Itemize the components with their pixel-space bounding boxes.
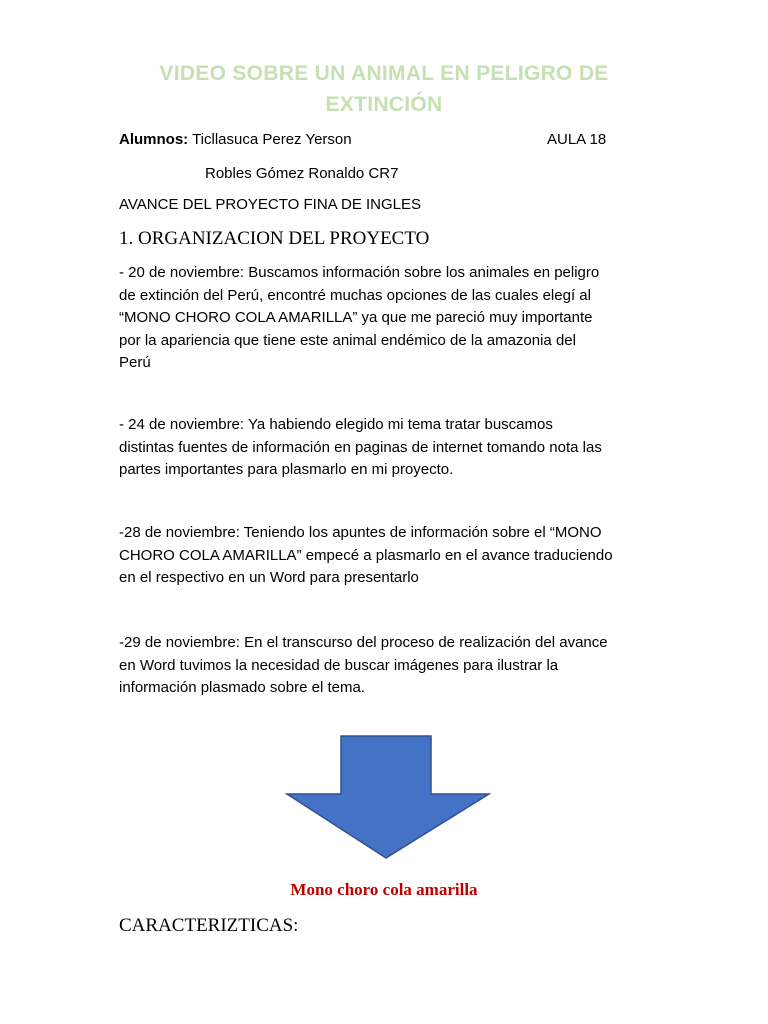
entry-29-noviembre [119, 632, 659, 700]
entry-line: -28 de noviembre: Teniendo los apuntes de información sobre el “MONO [119, 524, 602, 541]
entry-line: CHORO COLA AMARILLA” empecé a plasmarlo en el avance traduciendo [119, 546, 613, 564]
alumnos-label: Alumnos: [119, 131, 189, 148]
document-title-line-1: VIDEO SOBRE UN ANIMAL EN PELIGRO DE [159, 62, 609, 85]
entry-24-noviembre [119, 414, 659, 482]
entry-20-noviembre [119, 262, 659, 375]
students-label [119, 131, 352, 148]
entry-line: Perú [119, 354, 151, 372]
entry-line: partes importantes para plasmarlo en mi proyecto. [119, 461, 454, 479]
document-title-line-2: EXTINCIÓN [325, 93, 443, 116]
entry-line: en el respectivo en un Word para presentarlo [119, 569, 419, 587]
student-name-1: Ticllasuca Perez Yerson [192, 131, 352, 148]
entry-line: por la apariencia que tiene este animal endémico de la amazonia del [119, 331, 576, 349]
entry-line: - 20 de noviembre: Buscamos información sobre los animales en peligro [119, 264, 600, 281]
section-heading-caracteristicas: CARACTERIZTICAS: [119, 915, 299, 936]
entry-line: distintas fuentes de información en paginas de internet tomando nota las [119, 438, 602, 456]
entry-line: en Word tuvimos la necesidad de buscar imágenes para ilustrar la [119, 656, 559, 674]
entry-line: -29 de noviembre: En el transcurso del proceso de realización del avance [119, 634, 608, 651]
entry-line: “MONO CHORO COLA AMARILLA” ya que me pareció muy importante [119, 309, 593, 327]
image-caption: Mono choro cola amarilla [290, 880, 478, 899]
entry-line: de extinción del Perú, encontré muchas opciones de las cuales elegí al [119, 286, 591, 304]
entry-line: información plasmado sobre el tema. [119, 679, 365, 697]
student-name-2: Robles Gómez Ronaldo CR7 [205, 165, 399, 182]
section-heading-organizacion: 1. ORGANIZACION DEL PROYECTO [119, 228, 430, 249]
classroom-label: AULA 18 [547, 131, 607, 148]
entry-28-noviembre [119, 522, 659, 590]
project-subtitle: AVANCE DEL PROYECTO FINA DE INGLES [119, 196, 422, 213]
down-arrow-icon [285, 735, 491, 860]
entry-line: - 24 de noviembre: Ya habiendo elegido mi tema tratar buscamos [119, 416, 553, 433]
